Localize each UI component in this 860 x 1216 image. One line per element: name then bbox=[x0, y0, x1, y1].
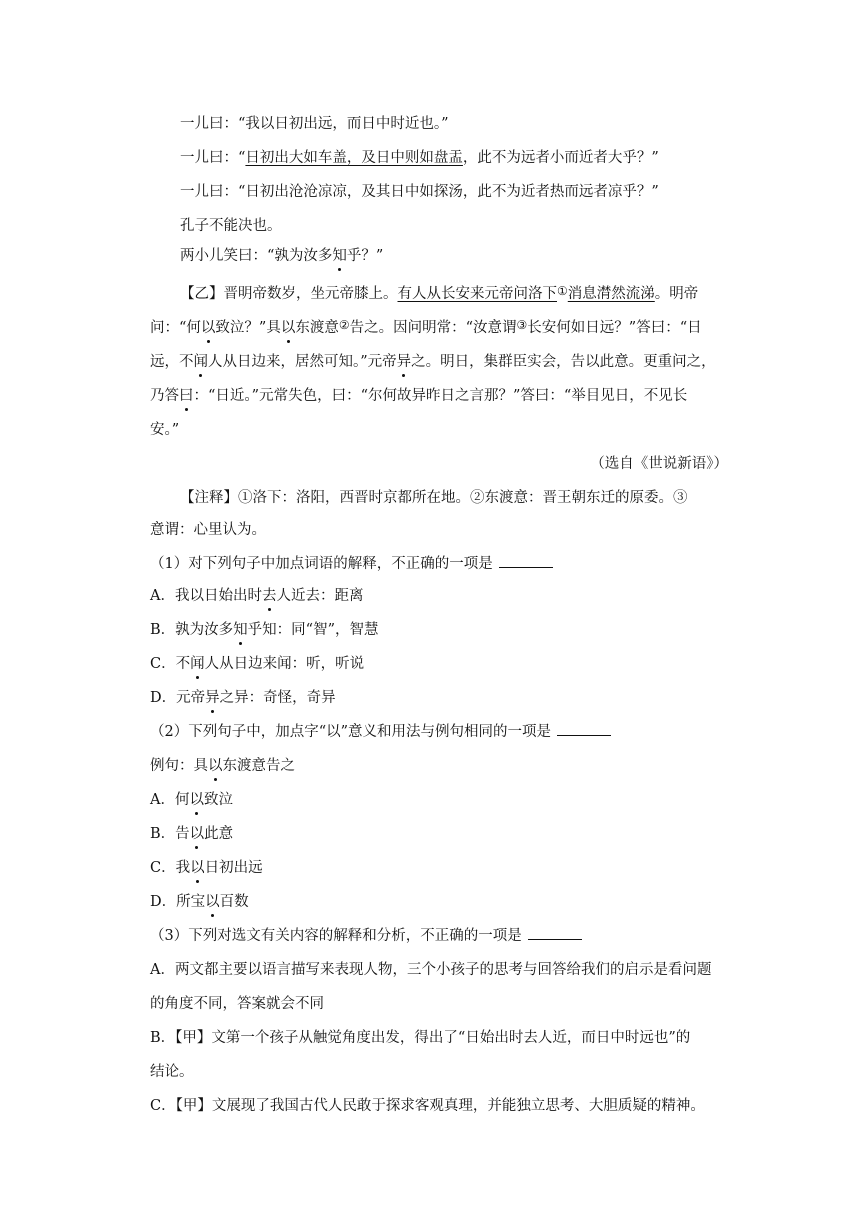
underlined-sentence-1: 有人从长安来元帝问洛下 bbox=[397, 286, 557, 302]
dotted-char: 以 bbox=[281, 316, 296, 337]
dotted-char: 异 bbox=[205, 686, 220, 707]
text-segment: （3）下列对选文有关内容的解释和分析，不正确的一项是 bbox=[150, 928, 522, 944]
text-segment: 东渡意告之 bbox=[222, 758, 295, 774]
text-segment: 例句：具 bbox=[150, 758, 208, 774]
text-segment: 东渡意 bbox=[295, 320, 339, 336]
text-segment: 之。明日，集群臣实会，告以此意。更重问之， bbox=[411, 354, 716, 370]
text-segment: 人从日边来，居然可知。”元帝 bbox=[208, 354, 397, 370]
question-1-option-c bbox=[150, 652, 364, 673]
passage-jia-line-1: 一儿曰：“我以日初出远，而日中时近也。” bbox=[180, 116, 449, 132]
question-3-option-a-line-2: 的角度不同，答案就会不同 bbox=[150, 996, 324, 1012]
text-segment: ③ bbox=[673, 490, 688, 506]
text-segment: 人近去：距离 bbox=[276, 588, 364, 604]
dotted-char: 知 bbox=[233, 618, 248, 639]
source-citation: （选自《世说新语》） bbox=[590, 456, 728, 472]
passage-yi-line-1 bbox=[180, 282, 698, 303]
dotted-char: 以 bbox=[208, 754, 223, 775]
text-segment: 【乙】晋明帝数岁，坐元帝膝上。 bbox=[180, 286, 398, 302]
text-segment: 乎知：同“智”，智慧 bbox=[247, 622, 379, 638]
answer-blank-3[interactable] bbox=[528, 927, 582, 940]
question-3-option-c: C．【甲】文展现了我国古代人民敢于探求客观真理，并能独立思考、大胆质疑的精神。 bbox=[150, 1098, 705, 1114]
text-segment: ，此不为远者小而近者大乎？” bbox=[462, 150, 659, 166]
text-segment: 乃答 bbox=[150, 388, 179, 404]
question-2-example bbox=[150, 754, 295, 775]
text-segment: （2）下列句子中，加点字“以”意义和用法与例句相同的一项是 bbox=[150, 724, 552, 740]
text-segment: C．不 bbox=[150, 656, 191, 672]
text-segment: （1）对下列句子中加点词语的解释，不正确的一项是 bbox=[150, 556, 493, 572]
text-segment: 长安何如日远？”答曰：“日 bbox=[527, 320, 702, 336]
question-2-option-c bbox=[150, 856, 263, 877]
text-segment: 乎？” bbox=[346, 248, 384, 264]
text-segment: 远，不 bbox=[150, 354, 194, 370]
question-2-option-b bbox=[150, 822, 233, 843]
question-3-option-a-line-1: A．两文都主要以语言描写来表现人物，三个小孩子的思考与回答给我们的启示是看问题 bbox=[150, 962, 712, 978]
passage-yi-line-3 bbox=[150, 350, 716, 371]
dotted-char: 以 bbox=[190, 822, 205, 843]
question-3-option-b-line-2: 结论。 bbox=[150, 1064, 194, 1080]
text-segment: 之异：奇怪，奇异 bbox=[219, 690, 336, 706]
passage-jia-line-5 bbox=[180, 244, 383, 265]
notes-line-1 bbox=[180, 486, 688, 507]
text-segment: 。明帝 bbox=[654, 286, 699, 302]
dotted-char: 以 bbox=[201, 316, 216, 337]
note-marker: ② bbox=[338, 318, 350, 332]
dotted-char: 以 bbox=[205, 890, 220, 911]
underlined-sentence: 日初出大如车盖，及日中则如盘盂 bbox=[245, 150, 463, 166]
question-1-option-d bbox=[150, 686, 336, 707]
dotted-char: 异 bbox=[397, 350, 412, 371]
note-marker-1: ① bbox=[557, 284, 568, 298]
text-segment: D．元帝 bbox=[150, 690, 206, 706]
text-segment: 两小儿笑曰：“孰为汝多 bbox=[180, 248, 333, 264]
question-1-option-a bbox=[150, 584, 363, 605]
text-segment: 一儿曰：“ bbox=[180, 150, 246, 166]
text-segment: B．告 bbox=[150, 826, 190, 842]
text-segment: 问：“何 bbox=[150, 320, 201, 336]
question-1-option-b bbox=[150, 618, 378, 639]
passage-yi-line-4 bbox=[150, 384, 687, 405]
text-segment: 告之。因问明常：“汝意谓 bbox=[349, 320, 517, 336]
passage-jia-line-2 bbox=[180, 146, 659, 167]
passage-jia-line-4: 孔子不能决也。 bbox=[180, 218, 282, 234]
text-segment: ② bbox=[470, 490, 485, 506]
text-segment: D．所宝 bbox=[150, 894, 206, 910]
passage-yi-line-2 bbox=[150, 316, 702, 337]
question-3-option-b-line-1: B．【甲】文第一个孩子从触觉角度出发，得出了“日始出时去人近，而日中时远也”的 bbox=[150, 1030, 691, 1046]
dotted-char: 去 bbox=[262, 584, 277, 605]
text-segment: 【注释】 bbox=[180, 490, 238, 506]
underlined-sentence-2: 消息潸然流涕 bbox=[567, 286, 655, 302]
text-segment: A．何 bbox=[150, 792, 190, 808]
question-2-stem bbox=[150, 720, 611, 741]
answer-blank-1[interactable] bbox=[499, 555, 553, 568]
text-segment: 百数 bbox=[219, 894, 249, 910]
notes-line-2: 意谓：心里认为。 bbox=[150, 522, 266, 538]
question-2-option-d bbox=[150, 890, 249, 911]
question-1-stem bbox=[150, 552, 553, 573]
dotted-char: 以 bbox=[190, 856, 205, 877]
dotted-char: 曰 bbox=[179, 384, 194, 405]
text-segment: ：“日近。”元常失色，曰：“尔何故异昨日之言那？”答曰：“举目见日，不见长 bbox=[193, 388, 688, 404]
text-segment: 此意 bbox=[204, 826, 234, 842]
question-2-option-a bbox=[150, 788, 233, 809]
note-marker: ③ bbox=[516, 318, 528, 332]
question-3-stem bbox=[150, 924, 582, 945]
text-segment: 人从日边来闻：听，听说 bbox=[204, 656, 365, 672]
text-segment: 日初出远 bbox=[204, 860, 263, 876]
text-segment: ① bbox=[238, 490, 253, 506]
text-segment: 致泣？”具 bbox=[215, 320, 281, 336]
dotted-char: 知 bbox=[332, 244, 347, 265]
text-segment: 洛下：洛阳，西晋时京都所在地。 bbox=[252, 490, 470, 506]
text-segment: A．我以日始出时 bbox=[150, 588, 262, 604]
passage-yi-line-5: 安。” bbox=[150, 422, 180, 438]
text-segment: B．孰为汝多 bbox=[150, 622, 234, 638]
dotted-char: 闻 bbox=[194, 350, 209, 371]
text-segment: 东渡意：晋王朝东迁的原委。 bbox=[484, 490, 673, 506]
dotted-char: 闻 bbox=[190, 652, 205, 673]
dotted-char: 以 bbox=[189, 788, 204, 809]
text-segment: C．我 bbox=[150, 860, 191, 876]
answer-blank-2[interactable] bbox=[557, 723, 611, 736]
text-segment: 致泣 bbox=[203, 792, 233, 808]
passage-jia-line-3: 一儿曰：“日初出沧沧凉凉，及其日中如探汤，此不为近者热而远者凉乎？” bbox=[180, 184, 659, 200]
